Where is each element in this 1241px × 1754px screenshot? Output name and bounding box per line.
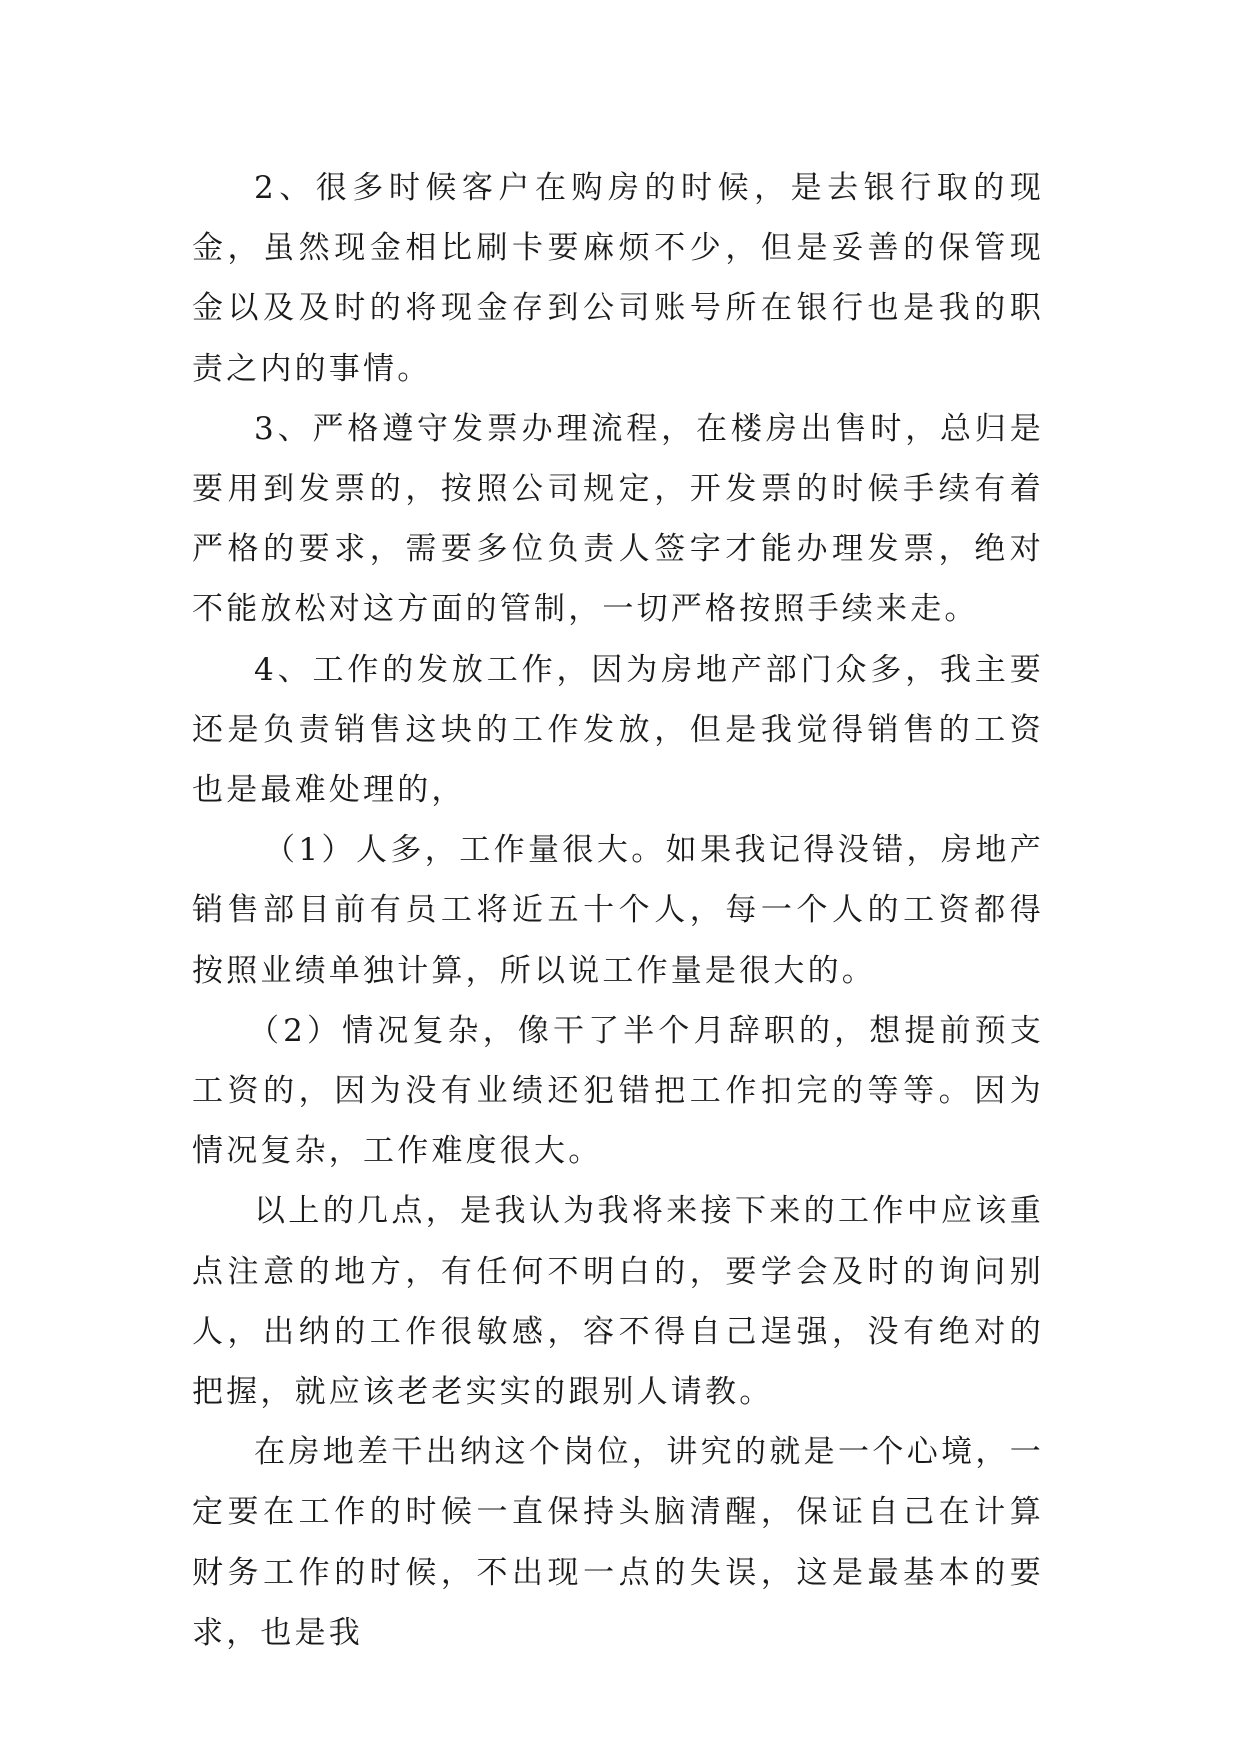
paragraph-item-4: 4、工作的发放工作，因为房地产部门众多，我主要还是负责销售这块的工作发放，但是我觉得销售的工资也是最难处理的， [192,651,1044,809]
paragraph-subitem-1: （1）人多，工作量很大。如果我记得没错，房地产销售部目前有员工将近五十个人，每一个人的工资都得按照业绩单独计算，所以说工作量是很大的。 [192,832,1044,989]
paragraph-summary: 以上的几点，是我认为我将来接下来的工作中应该重点注意的地方，有任何不明白的，要学会及时的询问别人，出纳的工作很敏感，容不得自己逞强，没有绝对的把握，就应该老老实实的跟别人请教。 [192,1193,1044,1411]
paragraph-subitem-2: （2）情况复杂，像干了半个月辞职的，想提前预支工资的，因为没有业绩还犯错把工作扣完的等等。因为情况复杂，工作难度很大。 [192,1012,1044,1170]
document-body [192,158,1044,1663]
paragraph-closing: 在房地差干出纳这个岗位，讲究的就是一个心境，一定要在工作的时候一直保持头脑清醒，保证自己在计算财务工作的时候，不出现一点的失误，这是最基本的要求，也是我 [192,1434,1044,1651]
paragraph-item-3: 3、严格遵守发票办理流程，在楼房出售时，总归是要用到发票的，按照公司规定，开发票的时候手续有着严格的要求，需要多位负责人签字才能办理发票，绝对不能放松对这方面的管制，一切严格按照手续来走。 [192,410,1044,628]
paragraph-item-2: 2、很多时候客户在购房的时候，是去银行取的现金，虽然现金相比刷卡要麻烦不少，但是妥善的保管现金以及及时的将现金存到公司账号所在银行也是我的职责之内的事情。 [192,170,1044,387]
